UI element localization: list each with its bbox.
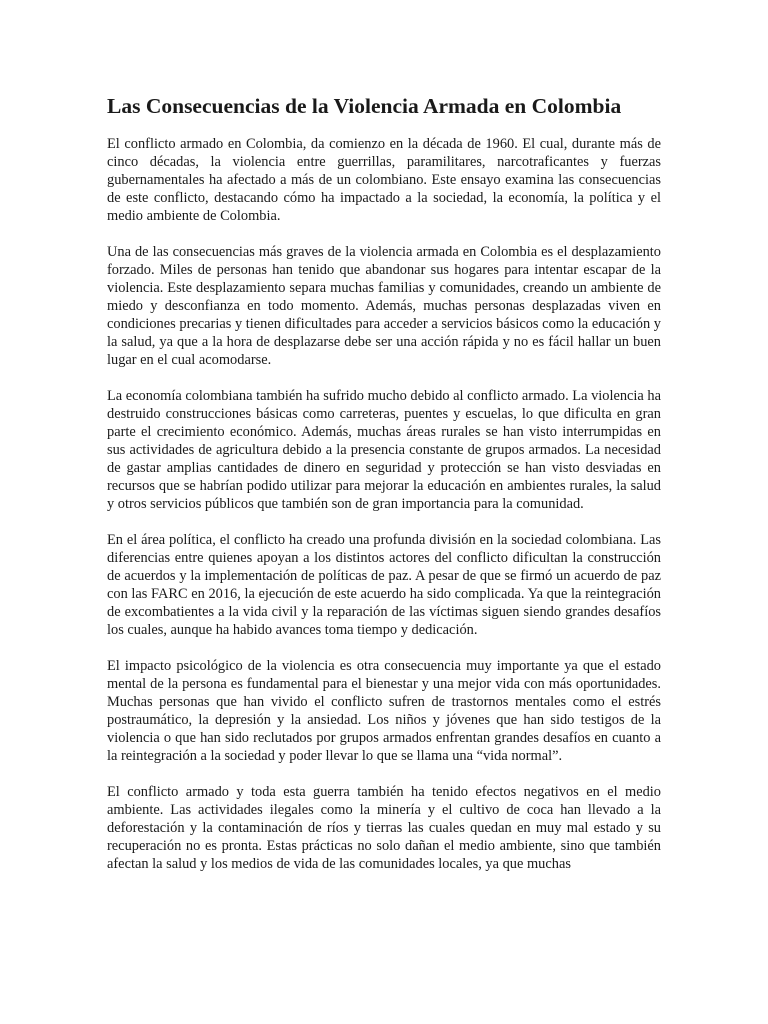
paragraph-environment: El conflicto armado y toda esta guerra también ha tenido efectos negativos en el medio ambiente. Las actividades ilegales como la minería y el cultivo de coca han llevado a la deforestación y la contaminación de ríos y tierras las cuales quedan en muy mal estado y su recuperación no es pronta. Estas prácticas no solo dañan el medio ambiente, sino que también afectan la salud y los medios de vida de las comunidades locales, ya que muchas <box>107 784 661 872</box>
paragraph-intro: El conflicto armado en Colombia, da comienzo en la década de 1960. El cual, durante más de cinco décadas, la violencia entre guerrillas, paramilitares, narcotraficantes y fuerzas gubernamentales ha afectado a más de un colombiano. Este ensayo examina las consecuencias de este conflicto, destacando cómo ha impactado a la sociedad, la economía, la política y el medio ambiente de Colombia. <box>107 136 661 224</box>
paragraph-economy: La economía colombiana también ha sufrido mucho debido al conflicto armado. La violencia ha destruido construcciones básicas como carreteras, puentes y escuelas, lo que dificulta en gran parte el crecimiento económico. Además, muchas áreas rurales se han visto interrumpidas en sus actividades de agricultura debido a la presencia constante de grupos armados. La necesidad de gastar amplias cantidades de dinero en seguridad y protección se han visto desviadas en recursos que se habrían podido utilizar para mejorar la educación en ambientes rurales, la salud y otros servicios públicos que también son de gran importancia para la comunidad. <box>107 388 661 512</box>
paragraph-politics: En el área política, el conflicto ha creado una profunda división en la sociedad colombiana. Las diferencias entre quienes apoyan a los distintos actores del conflicto dificultan la construcción de acuerdos y la implementación de políticas de paz. A pesar de que se firmó un acuerdo de paz con las FARC en 2016, la ejecución de este acuerdo ha sido complicada. Ya que la reintegración de excombatientes a la vida civil y la reparación de las víctimas siguen siendo grandes desafíos los cuales, aunque ha habido avances toma tiempo y dedicación. <box>107 532 661 638</box>
document-title: Las Consecuencias de la Violencia Armada en Colombia <box>107 94 622 118</box>
document-page <box>107 92 661 891</box>
paragraph-displacement: Una de las consecuencias más graves de la violencia armada en Colombia es el desplazamiento forzado. Miles de personas han tenido que abandonar sus hogares para intentar escapar de la violencia. Este desplazamiento separa muchas familias y comunidades, creando un ambiente de miedo y desconfianza en todo momento. Además, muchas personas desplazadas viven en condiciones precarias y tienen dificultades para acceder a servicios básicos como la educación y la salud, ya que a la hora de desplazarse debe ser una acción rápida y no es fácil hallar un buen lugar en el cual acomodarse. <box>107 244 661 368</box>
paragraph-psychology: El impacto psicológico de la violencia es otra consecuencia muy importante ya que el estado mental de la persona es fundamental para el bienestar y una mejor vida con más oportunidades. Muchas personas que han vivido el conflicto sufren de trastornos mentales como el estrés postraumático, la depresión y la ansiedad. Los niños y jóvenes que han sido testigos de la violencia o que han sido reclutados por grupos armados enfrentan grandes desafíos en cuanto a la reintegración a la sociedad y poder llevar lo que se llama una “vida normal”. <box>107 658 661 764</box>
